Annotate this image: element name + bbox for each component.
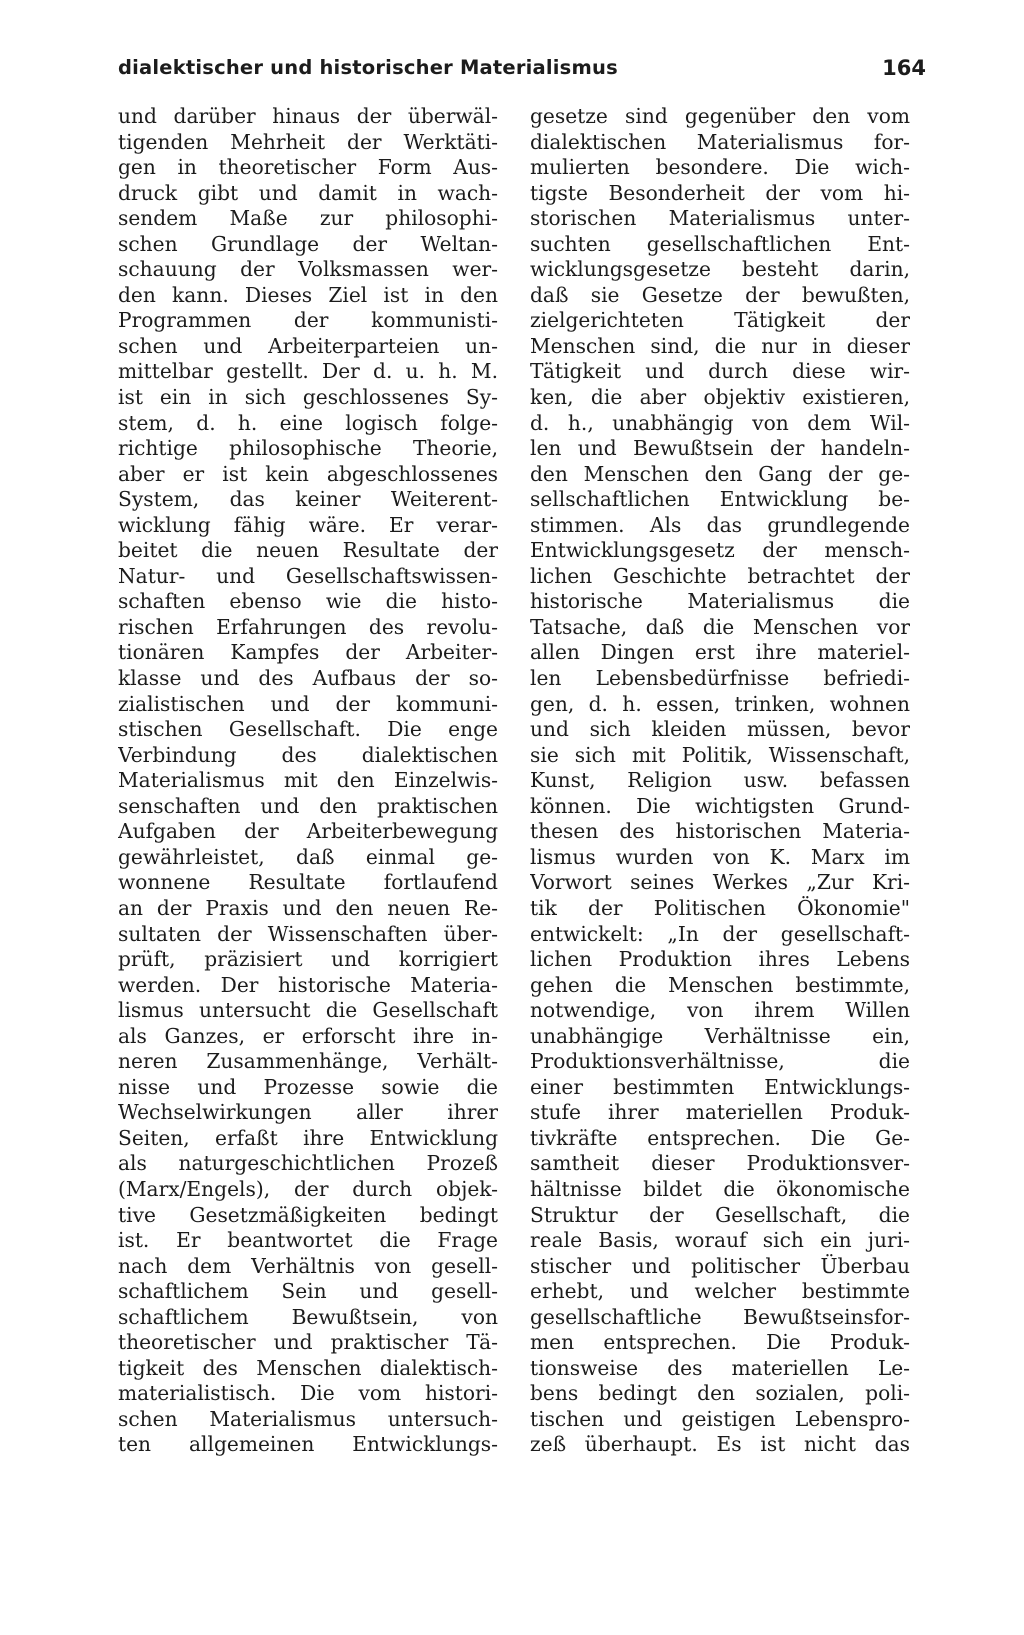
text-line: Tätigkeit und durch diese wir- bbox=[530, 359, 910, 384]
text-line: tigkeit des Menschen dialektisch- bbox=[118, 1355, 498, 1380]
text-line: samtheit dieser Produktionsver- bbox=[530, 1151, 910, 1176]
text-line: zeß überhaupt. Es ist nicht das bbox=[530, 1432, 910, 1457]
text-line: rischen Erfahrungen des revolu- bbox=[118, 614, 498, 639]
text-line: schauung der Volksmassen wer- bbox=[118, 257, 498, 282]
text-line: nisse und Prozesse sowie die bbox=[118, 1074, 498, 1099]
text-line: gesellschaftliche Bewußtseinsfor- bbox=[530, 1304, 910, 1329]
text-line: men entsprechen. Die Produk- bbox=[530, 1330, 910, 1355]
text-line: stischer und politischer Überbau bbox=[530, 1253, 910, 1278]
text-line: ken, die aber objektiv existieren, bbox=[530, 385, 910, 410]
text-line: System, das keiner Weiterent- bbox=[118, 487, 498, 512]
text-line: d. h., unabhängig von dem Wil- bbox=[530, 410, 910, 435]
text-line: lismus wurden von K. Marx im bbox=[530, 844, 910, 869]
text-line: neren Zusammenhänge, Verhält- bbox=[118, 1049, 498, 1074]
text-line: theoretischer und praktischer Tä- bbox=[118, 1330, 498, 1355]
text-line: tik der Politischen Ökonomie" bbox=[530, 895, 910, 920]
text-line: zialistischen und der kommuni- bbox=[118, 691, 498, 716]
text-line: Natur- und Gesellschaftswissen- bbox=[118, 563, 498, 588]
text-line: erhebt, und welcher bestimmte bbox=[530, 1279, 910, 1304]
text-line: Wechselwirkungen aller ihrer bbox=[118, 1100, 498, 1125]
text-line: stimmen. Als das grundlegende bbox=[530, 512, 910, 537]
text-line: beitet die neuen Resultate der bbox=[118, 538, 498, 563]
text-line: als Ganzes, er erforscht ihre in- bbox=[118, 1023, 498, 1048]
text-line: und sich kleiden müssen, bevor bbox=[530, 717, 910, 742]
text-line: Kunst, Religion usw. befassen bbox=[530, 768, 910, 793]
text-line: ist ein in sich geschlossenes Sy- bbox=[118, 385, 498, 410]
text-line: Produktionsverhältnisse, die bbox=[530, 1049, 910, 1074]
text-line: Materialismus mit den Einzelwis- bbox=[118, 768, 498, 793]
text-line: Vorwort seines Werkes „Zur Kri- bbox=[530, 870, 910, 895]
text-line: zielgerichteten Tätigkeit der bbox=[530, 308, 910, 333]
text-line: den kann. Dieses Ziel ist in den bbox=[118, 282, 498, 307]
text-line: stischen Gesellschaft. Die enge bbox=[118, 717, 498, 742]
text-line: bens bedingt den sozialen, poli- bbox=[530, 1381, 910, 1406]
text-line: stufe ihrer materiellen Produk- bbox=[530, 1100, 910, 1125]
text-line: wonnene Resultate fortlaufend bbox=[118, 870, 498, 895]
text-line: gehen die Menschen bestimmte, bbox=[530, 972, 910, 997]
page-header bbox=[118, 56, 926, 92]
text-line: allen Dingen erst ihre materiel- bbox=[530, 640, 910, 665]
text-line: gesetze sind gegenüber den vom bbox=[530, 104, 910, 128]
text-line: lismus untersucht die Gesellschaft bbox=[118, 998, 498, 1023]
text-line: Struktur der Gesellschaft, die bbox=[530, 1202, 910, 1227]
text-line: können. Die wichtigsten Grund- bbox=[530, 793, 910, 818]
text-line: reale Basis, worauf sich ein juri- bbox=[530, 1228, 910, 1253]
text-line: werden. Der historische Materia- bbox=[118, 972, 498, 997]
text-line: gen, d. h. essen, trinken, wohnen bbox=[530, 691, 910, 716]
text-column-right bbox=[530, 104, 910, 1458]
text-line: Entwicklungsgesetz der mensch- bbox=[530, 538, 910, 563]
text-line: materialistisch. Die vom histori- bbox=[118, 1381, 498, 1406]
text-line: tischen und geistigen Lebenspro- bbox=[530, 1406, 910, 1431]
text-line: wicklungsgesetze besteht darin, bbox=[530, 257, 910, 282]
text-line: nach dem Verhältnis von gesell- bbox=[118, 1253, 498, 1278]
text-line: richtige philosophische Theorie, bbox=[118, 436, 498, 461]
running-head: dialektischer und historischer Materialismus bbox=[118, 56, 618, 79]
text-line: sendem Maße zur philosophi- bbox=[118, 206, 498, 231]
text-line: schen Materialismus untersuch- bbox=[118, 1406, 498, 1431]
text-line: historische Materialismus die bbox=[530, 589, 910, 614]
text-line: mittelbar gestellt. Der d. u. h. M. bbox=[118, 359, 498, 384]
text-line: daß sie Gesetze der bewußten, bbox=[530, 282, 910, 307]
text-line: lichen Geschichte betrachtet der bbox=[530, 563, 910, 588]
text-line: schaften ebenso wie die histo- bbox=[118, 589, 498, 614]
text-line: Verbindung des dialektischen bbox=[118, 742, 498, 767]
text-line: unabhängige Verhältnisse ein, bbox=[530, 1023, 910, 1048]
text-line: und darüber hinaus der überwäl- bbox=[118, 104, 498, 128]
text-line: sellschaftlichen Entwicklung be- bbox=[530, 487, 910, 512]
text-line: senschaften und den praktischen bbox=[118, 793, 498, 818]
text-line: als naturgeschichtlichen Prozeß bbox=[118, 1151, 498, 1176]
text-line: Menschen sind, die nur in dieser bbox=[530, 333, 910, 358]
text-line: schen Grundlage der Weltan- bbox=[118, 231, 498, 256]
text-line: schen und Arbeiterparteien un- bbox=[118, 333, 498, 358]
text-line: ist. Er beantwortet die Frage bbox=[118, 1228, 498, 1253]
text-line: sie sich mit Politik, Wissenschaft, bbox=[530, 742, 910, 767]
text-line: tigste Besonderheit der vom hi- bbox=[530, 180, 910, 205]
text-line: entwickelt: „In der gesellschaft- bbox=[530, 921, 910, 946]
text-line: Seiten, erfaßt ihre Entwicklung bbox=[118, 1125, 498, 1150]
text-line: schaftlichem Sein und gesell- bbox=[118, 1279, 498, 1304]
text-line: klasse und des Aufbaus der so- bbox=[118, 666, 498, 691]
text-line: dialektischen Materialismus for- bbox=[530, 129, 910, 154]
text-line: mulierten besondere. Die wich- bbox=[530, 155, 910, 180]
text-line: Tatsache, daß die Menschen vor bbox=[530, 614, 910, 639]
text-line: einer bestimmten Entwicklungs- bbox=[530, 1074, 910, 1099]
text-line: notwendige, von ihrem Willen bbox=[530, 998, 910, 1023]
text-line: tigenden Mehrheit der Werktäti- bbox=[118, 129, 498, 154]
text-line: lichen Produktion ihres Lebens bbox=[530, 947, 910, 972]
text-line: gen in theoretischer Form Aus- bbox=[118, 155, 498, 180]
text-line: wicklung fähig wäre. Er verar- bbox=[118, 512, 498, 537]
text-line: gewährleistet, daß einmal ge- bbox=[118, 844, 498, 869]
text-line: ten allgemeinen Entwicklungs- bbox=[118, 1432, 498, 1457]
page-number: 164 bbox=[882, 56, 926, 80]
text-line: an der Praxis und den neuen Re- bbox=[118, 895, 498, 920]
text-line: Aufgaben der Arbeiterbewegung bbox=[118, 819, 498, 844]
text-line: aber er ist kein abgeschlossenes bbox=[118, 461, 498, 486]
text-line: schaftlichem Bewußtsein, von bbox=[118, 1304, 498, 1329]
text-line: len Lebensbedürfnisse befriedi- bbox=[530, 666, 910, 691]
text-line: druck gibt und damit in wach- bbox=[118, 180, 498, 205]
text-line: tivkräfte entsprechen. Die Ge- bbox=[530, 1125, 910, 1150]
text-line: suchten gesellschaftlichen Ent- bbox=[530, 231, 910, 256]
text-line: stem, d. h. eine logisch folge- bbox=[118, 410, 498, 435]
text-line: storischen Materialismus unter- bbox=[530, 206, 910, 231]
text-column-left bbox=[118, 104, 498, 1458]
text-line: (Marx/Engels), der durch objek- bbox=[118, 1176, 498, 1201]
text-line: tive Gesetzmäßigkeiten bedingt bbox=[118, 1202, 498, 1227]
text-line: tionsweise des materiellen Le- bbox=[530, 1355, 910, 1380]
text-line: tionären Kampfes der Arbeiter- bbox=[118, 640, 498, 665]
text-line: prüft, präzisiert und korrigiert bbox=[118, 947, 498, 972]
text-line: thesen des historischen Materia- bbox=[530, 819, 910, 844]
text-line: Programmen der kommunisti- bbox=[118, 308, 498, 333]
text-line: den Menschen den Gang der ge- bbox=[530, 461, 910, 486]
text-line: len und Bewußtsein der handeln- bbox=[530, 436, 910, 461]
text-line: hältnisse bildet die ökonomische bbox=[530, 1176, 910, 1201]
text-line: sultaten der Wissenschaften über- bbox=[118, 921, 498, 946]
